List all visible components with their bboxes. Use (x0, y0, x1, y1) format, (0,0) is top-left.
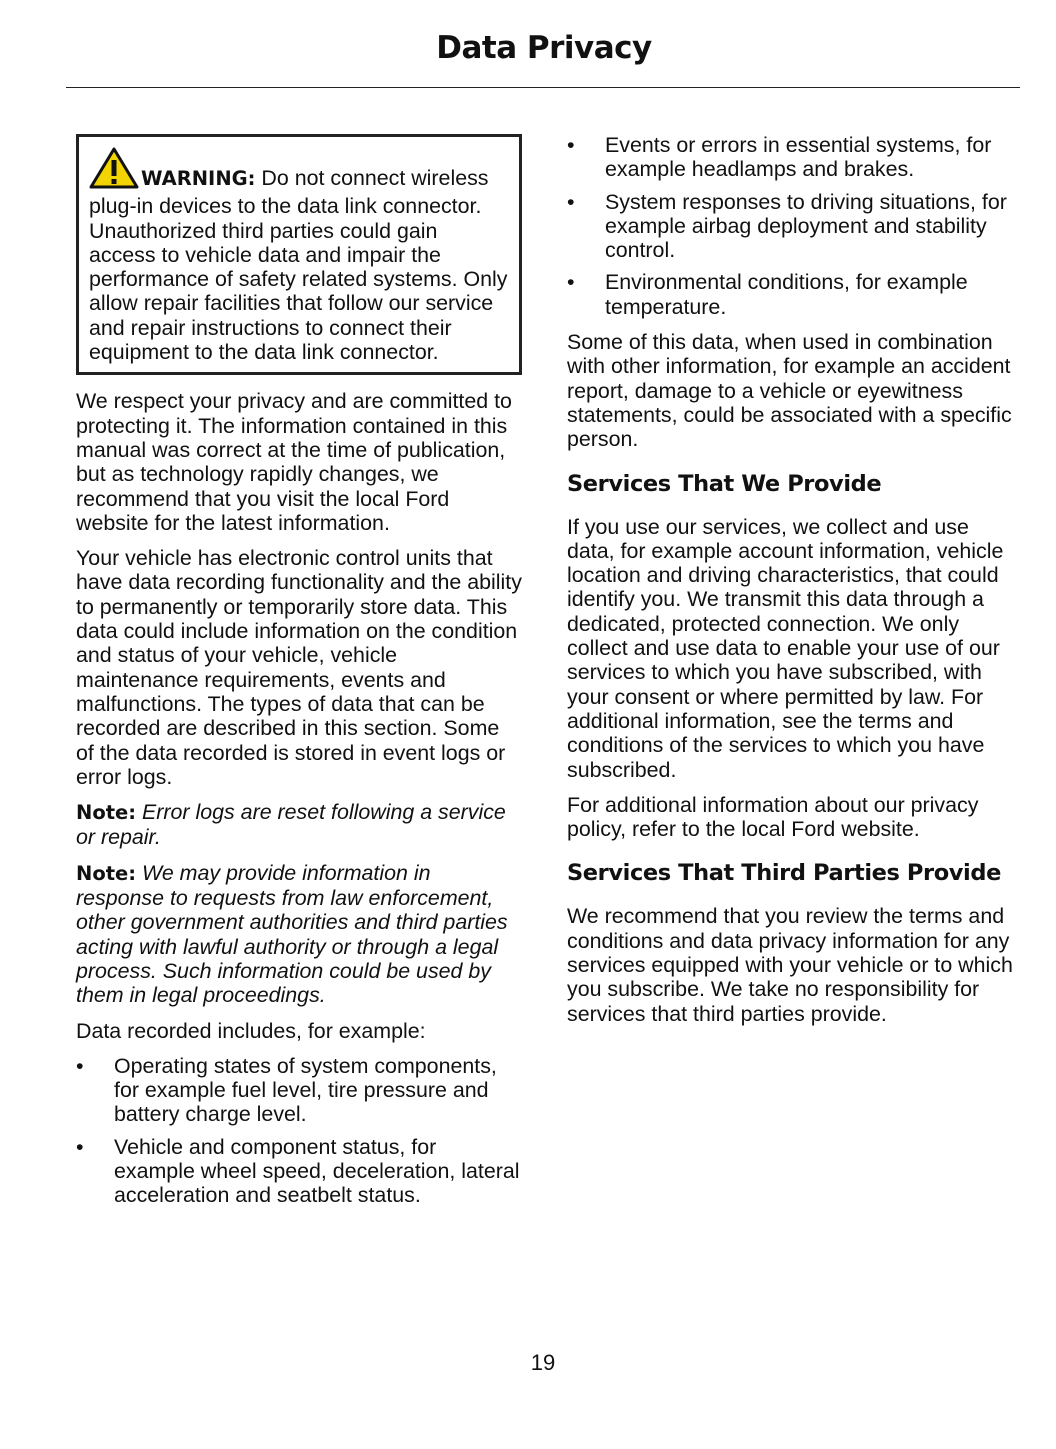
page-title: Data Privacy (436, 30, 652, 66)
note-label: Note: (76, 801, 137, 825)
list-item (567, 270, 1017, 319)
list-item (567, 133, 1017, 182)
warning-label: WARNING: (141, 167, 256, 190)
list-item (76, 1054, 522, 1127)
page-number: 19 (530, 1350, 556, 1375)
ecu-paragraph: Your vehicle has electronic control units that have data recording functionality and the ability to permanently or temporarily store data. This data could include information on the condition and status of your vehicle, vehicle maintenance requirements, events and malfunctions. The types of data that can be recorded are described in this section. Some of the data recorded is stored in event logs or error logs. (76, 546, 522, 789)
data-recorded-list (76, 1054, 522, 1208)
list-item-text: Operating states of system components, for example fuel level, tire pressure and battery charge level. (114, 1053, 497, 1127)
list-item-text: System responses to driving situations, for example airbag deployment and stability control. (605, 189, 1007, 263)
third-party-paragraph: We recommend that you review the terms and conditions and data privacy information for any services equipped with your vehicle or to which you subscribe. We take no responsibility for services that third parties provide. (567, 904, 1013, 1026)
warning-triangle-icon (89, 147, 139, 194)
bullet-icon: • (76, 1053, 84, 1078)
bullet-icon: • (567, 133, 575, 157)
privacy-policy-paragraph: For additional information about our privacy policy, refer to the local Ford website. (567, 792, 979, 842)
list-item-text: Vehicle and component status, for example wheel speed, deceleration, lateral acceleration and seatbelt status. (114, 1134, 520, 1208)
list-intro: Data recorded includes, for example: (76, 1018, 426, 1043)
bullet-icon: • (76, 1134, 84, 1159)
note-law-enforcement (76, 861, 522, 1008)
bullet-icon: • (567, 270, 575, 295)
intro-paragraph: We respect your privacy and are committed to protecting it. The information contained in this manual was correct at the time of publication, but as technology rapidly changes, we recommend that you visit the local Ford website for the latest information. (76, 389, 512, 535)
bullet-icon: • (567, 189, 575, 214)
list-item-text: Events or errors in essential systems, for example headlamps and brakes. (605, 133, 992, 182)
section-heading-third-party-services: Services That Third Parties Provide (567, 860, 1001, 887)
left-column (76, 134, 522, 1219)
list-item (567, 190, 1017, 263)
title-divider (66, 87, 1020, 88)
data-recorded-list-continued (567, 133, 1017, 319)
specific-person-paragraph: Some of this data, when used in combination with other information, for example an accident report, damage to a vehicle or eyewitness statements, could be associated with a specific person. (567, 330, 1012, 452)
section-heading-our-services: Services That We Provide (567, 470, 882, 497)
note-text: Error logs are reset following a service or repair. (76, 800, 506, 850)
list-item (76, 1135, 522, 1208)
note-error-logs (76, 800, 522, 850)
warning-box (76, 134, 522, 375)
our-services-paragraph: If you use our services, we collect and use data, for example account information, vehicle location and driving characteristics, that could identify you. We transmit this data through a dedicated, protected connection. We only collect and use data to enable your use of our services to which you have subscribed, with your consent or where permitted by law. For additional information, see the terms and conditions of the services to which you have subscribed. (567, 514, 1004, 782)
right-column (567, 133, 1017, 1037)
note-text: We may provide information in response to requests from law enforcement, other government authorities and third parties acting with lawful authority or through a legal process. Such information could be used by them in legal proceedings. (76, 860, 508, 1008)
warning-text: Do not connect wireless plug-in devices to the data link connector. Unauthorized third parties could gain access to vehicle data and impair the performance of safety related systems. Only allow repair facilities that follow our service and repair instructions to connect their equipment to the data link connector. (89, 166, 508, 365)
note-label: Note: (76, 861, 137, 885)
list-item-text: Environmental conditions, for example temperature. (605, 270, 968, 319)
